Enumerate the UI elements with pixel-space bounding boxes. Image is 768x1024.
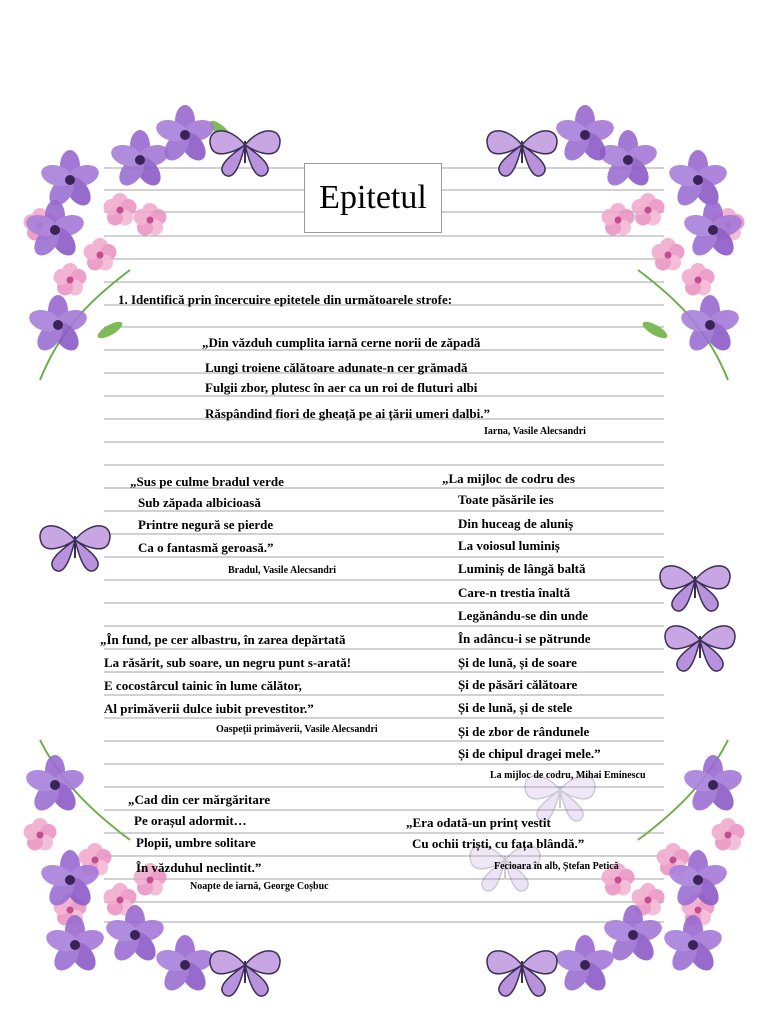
poem-source: Noapte de iarnă, George Coșbuc <box>190 881 329 892</box>
poem-line: Cu ochii triști, cu fața blândă.” <box>412 836 585 851</box>
butterfly-icon <box>40 526 110 571</box>
poem-line: La răsărit, sub soare, un negru punt s-arată! <box>104 655 352 670</box>
poem-line: Și de lună, și de stele <box>458 700 573 715</box>
butterfly-icon <box>487 131 557 176</box>
poem-line: În adâncu-i se pătrunde <box>458 631 591 646</box>
poem-source: Iarna, Vasile Alecsandri <box>484 426 586 437</box>
title-box <box>304 163 442 233</box>
butterfly-icon <box>660 566 730 611</box>
poem-line: Care-n trestia înaltă <box>458 585 571 600</box>
poem-line: Și de chipul dragei mele.” <box>458 746 601 761</box>
poem-line: „Cad din cer mărgăritare <box>128 792 271 807</box>
poem-line: „Din văzduh cumplita iarnă cerne norii de zăpadă <box>202 335 481 350</box>
poem-line: Răspândind fiori de gheață pe ai țării umeri dalbi.” <box>205 406 490 421</box>
poem-line: Plopii, umbre solitare <box>136 835 256 850</box>
page-title: Epitetul <box>319 179 427 216</box>
poem-line: Și de zbor de rândunele <box>458 724 590 739</box>
poem-line: Lungi troiene călătoare adunate-n cer grămadă <box>205 360 468 375</box>
butterfly-icon <box>665 626 735 671</box>
poem-line: Luminiș de lângă baltă <box>458 561 586 576</box>
poem-line: În văzduhul neclintit.” <box>136 860 262 875</box>
poem-source: La mijloc de codru, Mihai Eminescu <box>490 770 646 781</box>
poem-line: Sub zăpada albicioasă <box>138 495 261 510</box>
flower-icon <box>553 105 744 380</box>
poem-line: Pe orașul adormit… <box>134 813 247 828</box>
instruction-text: 1. Identifică prin încercuire epitetele din următoarele strofe: <box>118 292 453 307</box>
poem-line: „La mijloc de codru des <box>442 471 575 486</box>
butterfly-icon <box>210 951 280 996</box>
poem-line: Al primăverii dulce iubit prevestitor.” <box>104 701 314 716</box>
poem-line: Printre negură se pierde <box>138 517 274 532</box>
poem-line: Fulgii zbor, plutesc în aer ca un roi de fluturi albi <box>205 380 478 395</box>
poem-line: Ca o fantasmă geroasă.” <box>138 540 274 555</box>
poem-line: Din huceag de aluniș <box>458 516 574 531</box>
poem-source: Fecioara în alb, Ștefan Petică <box>494 861 619 872</box>
poem-line: La voiosul luminiș <box>458 538 560 553</box>
poem-source: Oaspeții primăverii, Vasile Alecsandri <box>216 724 378 735</box>
poem-source: Bradul, Vasile Alecsandri <box>228 565 337 576</box>
poem-line: Legănându-se din unde <box>458 608 589 623</box>
poem-line: „Sus pe culme bradul verde <box>130 474 284 489</box>
butterfly-icon <box>487 951 557 996</box>
poem-line: Toate păsările ies <box>458 492 554 507</box>
poem-line: Și de lună, și de soare <box>458 655 577 670</box>
poem-line: Și de păsări călătoare <box>458 677 578 692</box>
butterfly-icon <box>210 131 280 176</box>
poem-line: E cocostârcul tainic în lume călător, <box>104 678 302 693</box>
poem-line: „Era odată-un prinț vestit <box>406 815 551 830</box>
poem-line: „În fund, pe cer albastru, în zarea depărtată <box>100 632 346 647</box>
